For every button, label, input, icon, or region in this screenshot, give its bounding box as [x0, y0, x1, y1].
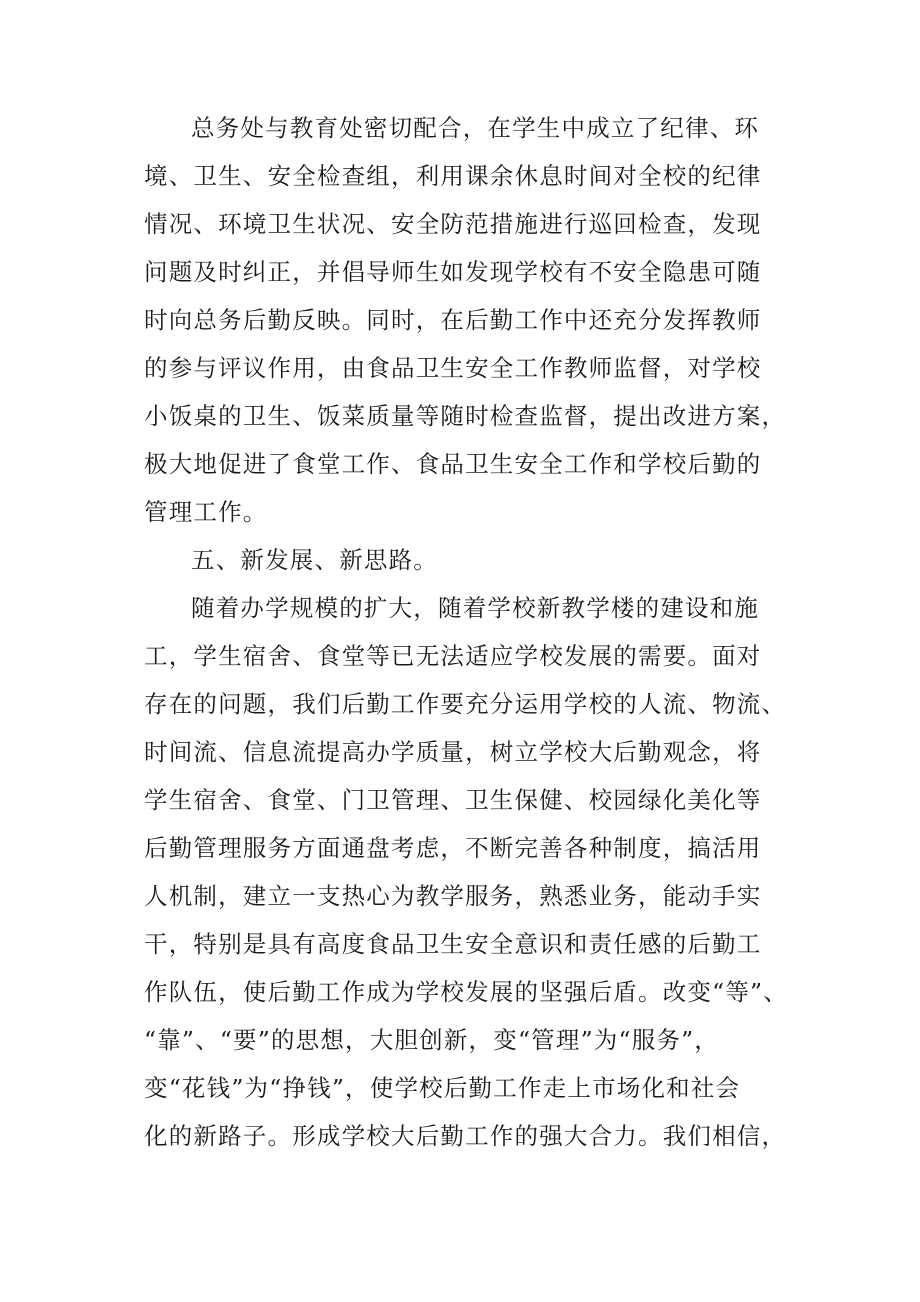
- paragraph-2-line-5: 学生宿舍、食堂、门卫管理、卫生保健、校园绿化美化等: [144, 786, 762, 814]
- paragraph-2-line-3: 存在的问题，我们后勤工作要充分运用学校的人流、物流、: [144, 690, 787, 718]
- paragraph-1-line-7: 小饭桌的卫生、饭菜质量等随时检查监督，提出改进方案，: [144, 402, 787, 430]
- paragraph-1-line-6: 的参与评议作用，由食品卫生安全工作教师监督，对学校: [144, 354, 762, 382]
- paragraph-2-line-4: 时间流、信息流提高办学质量，树立学校大后勤观念，将: [144, 738, 762, 766]
- paragraph-2-line-1: 随着办学规模的扩大，随着学校新教学楼的建设和施: [191, 594, 760, 622]
- paragraph-2-line-10: “靠”、“要”的思想，大胆创新，变“管理”为“服务”，: [144, 1026, 720, 1054]
- paragraph-2-line-7: 人机制，建立一支热心为教学服务，熟悉业务，能动手实: [144, 882, 762, 910]
- paragraph-1-line-8: 极大地促进了食堂工作、食品卫生安全工作和学校后勤的: [144, 450, 762, 478]
- paragraph-2-line-9: 作队伍，使后勤工作成为学校发展的坚强后盾。改变“等”、: [144, 978, 788, 1006]
- paragraph-2-line-12: 化的新路子。形成学校大后勤工作的强大合力。我们相信，: [144, 1122, 787, 1150]
- paragraph-1-line-3: 情况、环境卫生状况、安全防范措施进行巡回检查，发现: [144, 210, 762, 238]
- paragraph-1-line-5: 时向总务后勤反映。同时，在后勤工作中还充分发挥教师: [144, 306, 762, 334]
- paragraph-1-line-9: 管理工作。: [144, 498, 268, 526]
- section-heading: 五、新发展、新思路。: [191, 546, 438, 574]
- paragraph-2-line-6: 后勤管理服务方面通盘考虑，不断完善各种制度，搞活用: [144, 834, 762, 862]
- paragraph-2-line-8: 干，特别是具有高度食品卫生安全意识和责任感的后勤工: [144, 930, 762, 958]
- paragraph-1-line-1: 总务处与教育处密切配合，在学生中成立了纪律、环: [191, 114, 760, 142]
- paragraph-1-line-2: 境、卫生、安全检查组，利用课余休息时间对全校的纪律: [144, 162, 762, 190]
- paragraph-1-line-4: 问题及时纠正，并倡导师生如发现学校有不安全隐患可随: [144, 258, 762, 286]
- paragraph-2-line-2: 工，学生宿舍、食堂等已无法适应学校发展的需要。面对: [144, 642, 762, 670]
- paragraph-2-line-11: 变“花钱”为“挣钱”，使学校后勤工作走上市场化和社会: [144, 1074, 741, 1102]
